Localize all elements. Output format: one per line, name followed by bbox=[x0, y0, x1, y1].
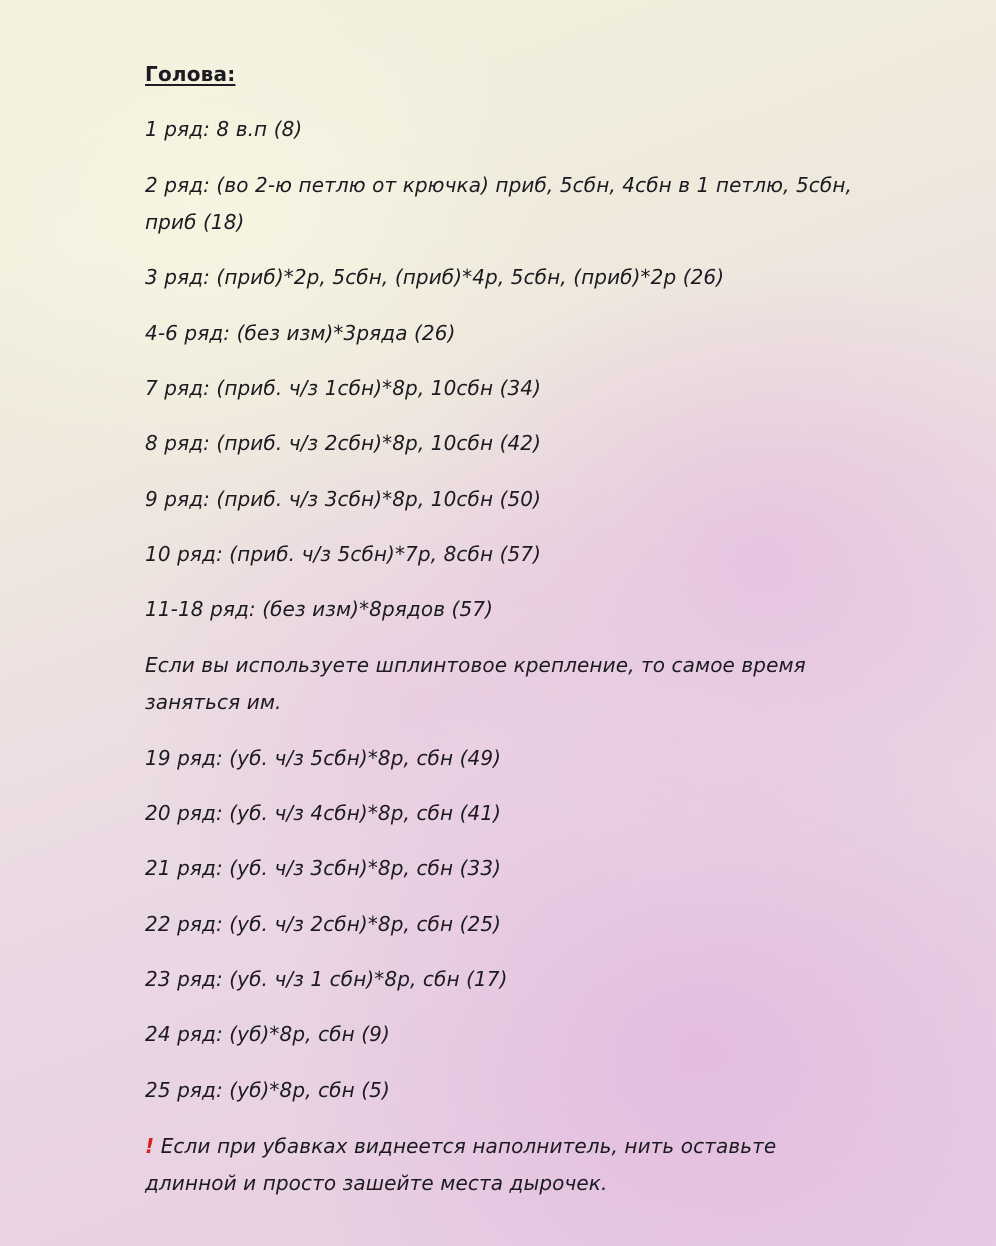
row-3: 3 ряд: (приб)*2р, 5сбн, (приб)*4р, 5сбн, (приб)*2р (26) bbox=[145, 265, 725, 289]
row-21: 21 ряд: (уб. ч/з 3сбн)*8р, сбн (33) bbox=[145, 856, 502, 880]
exclamation-icon: ! bbox=[145, 1134, 155, 1158]
row-23: 23 ряд: (уб. ч/з 1 сбн)*8р, сбн (17) bbox=[145, 967, 508, 991]
section-title: Голова: bbox=[145, 62, 236, 86]
row-10: 10 ряд: (приб. ч/з 5сбн)*7р, 8сбн (57) bbox=[145, 542, 542, 566]
row-25: 25 ряд: (уб)*8р, сбн (5) bbox=[145, 1078, 390, 1102]
row-19: 19 ряд: (уб. ч/з 5сбн)*8р, сбн (49) bbox=[145, 746, 502, 770]
row-22: 22 ряд: (уб. ч/з 2сбн)*8р, сбн (25) bbox=[145, 912, 502, 936]
warning-note-text: Если при убавках виднеется наполнитель, нить оставьте bbox=[154, 1134, 777, 1158]
row-8: 8 ряд: (приб. ч/з 2сбн)*8р, 10сбн (42) bbox=[145, 431, 542, 455]
warning-note-continued: длинной и просто зашейте места дырочек. bbox=[145, 1171, 608, 1195]
row-24: 24 ряд: (уб)*8р, сбн (9) bbox=[145, 1022, 390, 1046]
warning-note bbox=[145, 1134, 776, 1158]
split-pin-note: Если вы используете шплинтовое крепление, то самое время bbox=[145, 653, 806, 677]
split-pin-note-continued: заняться им. bbox=[145, 690, 282, 714]
row-1: 1 ряд: 8 в.п (8) bbox=[145, 117, 303, 141]
row-20: 20 ряд: (уб. ч/з 4сбн)*8р, сбн (41) bbox=[145, 801, 502, 825]
row-2-continued: приб (18) bbox=[145, 210, 245, 234]
rows-11-18: 11-18 ряд: (без изм)*8рядов (57) bbox=[145, 597, 493, 621]
row-2: 2 ряд: (во 2-ю петлю от крючка) приб, 5сбн, 4сбн в 1 петлю, 5сбн, bbox=[145, 173, 852, 197]
rows-4-6: 4-6 ряд: (без изм)*3ряда (26) bbox=[145, 321, 456, 345]
row-7: 7 ряд: (приб. ч/з 1сбн)*8р, 10сбн (34) bbox=[145, 376, 542, 400]
row-9: 9 ряд: (приб. ч/з 3сбн)*8р, 10сбн (50) bbox=[145, 487, 542, 511]
